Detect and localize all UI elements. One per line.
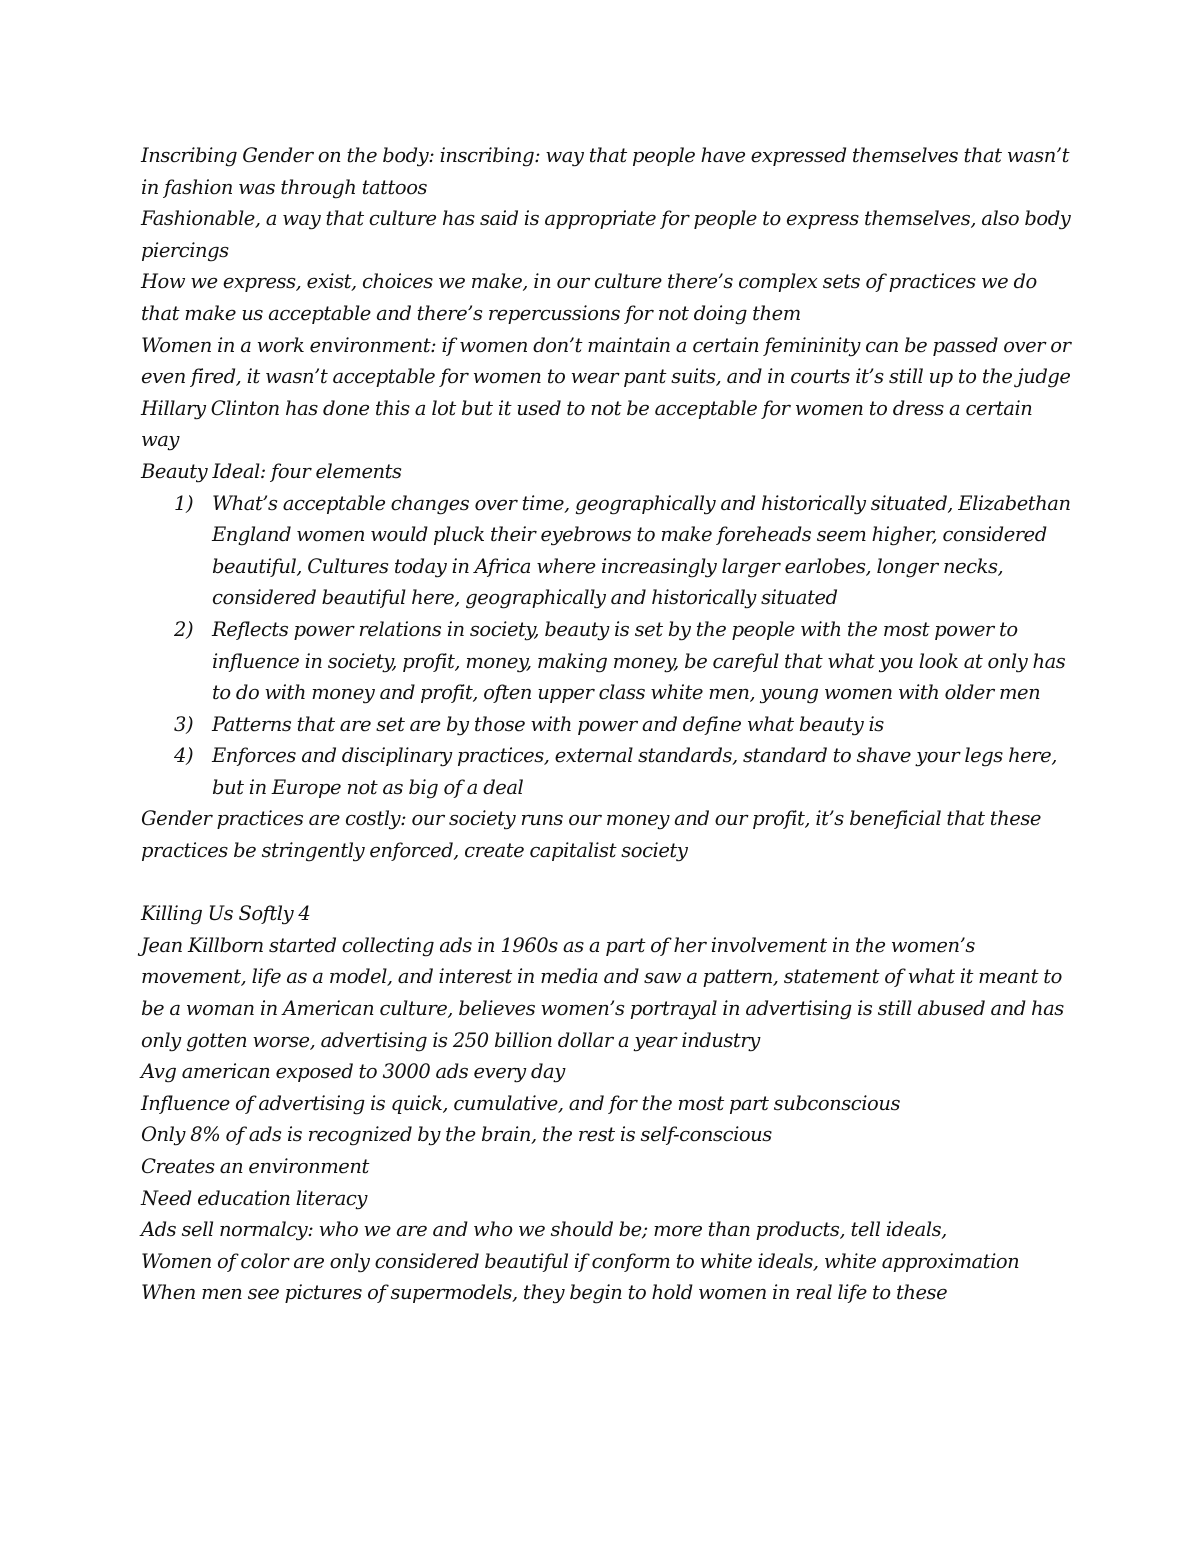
list-item-text: Patterns that are set are by those with power and define what beauty is [212, 712, 884, 736]
paragraph-hillary-clinton: Hillary Clinton has done this a lot but it used to not be acceptable for women to dress a certain way [141, 396, 1033, 452]
list-item-text: Enforces and disciplinary practices, external standards, standard to shave your legs here, but in Europe not as big of a deal [212, 744, 1057, 799]
paragraph-inscribing-gender: Inscribing Gender on the body: inscribing: way that people have expressed themselves that wasn’t in fashion was through tattoos [141, 144, 1069, 199]
list-number: 3) [174, 712, 194, 736]
paragraph-influence-of-advertising: Influence of advertising is quick, cumulative, and for the most part subconscious [141, 1091, 901, 1115]
paragraph-creates-environment: Creates an environment [141, 1155, 369, 1178]
paragraph-ads-exposure: Avg american exposed to 3000 ads every day [141, 1060, 565, 1084]
paragraph-jean-killborn: Jean Killborn started collecting ads in 1960s as a part of her involvement in the women’s movement, life as a model, and interest in media and saw a pattern, statement of what it meant to be a woman in American culture, believes women’s portrayal in advertising is still abused and has only gotten worse, advertising is 250 billion dollar a year industry [141, 933, 1064, 1052]
paragraph-women-work-environment: Women in a work environment: if women don’t maintain a certain femininity can be passed over or even fired, it wasn’t acceptable for women to wear pant suits, and in courts it’s still up to the judge [141, 333, 1071, 389]
list-number: 2) [174, 617, 194, 641]
list-item-text: Reflects power relations in society, beauty is set by the people with the most power to influence in society, profit, money, making money, be careful that what you look at only has to do with money and profit, often upper class white men, young women with older men [212, 617, 1066, 705]
paragraph-fashionable: Fashionable, a way that culture has said is appropriate for people to express themselves, also body piercings [141, 207, 1071, 262]
list-number: 4) [174, 744, 194, 768]
section-heading-killing-us-softly: Killing Us Softly 4 [141, 902, 311, 926]
paragraph-how-we-express: How we express, exist, choices we make, in our culture there’s complex sets of practices we do that make us acceptable and there’s repercussions for not doing them [141, 270, 1037, 325]
list-number: 1) [174, 491, 194, 515]
beauty-ideal-list [141, 488, 1071, 804]
paragraph-gender-practices-costly: Gender practices are costly: our society runs our money and our profit, it’s beneficial that these practices be stringently enforced, create capitalist society [141, 807, 1041, 863]
paragraph-ads-sell-normalcy: Ads sell normalcy: who we are and who we should be; more than products, tell ideals, [141, 1218, 947, 1242]
paragraph-supermodels: When men see pictures of supermodels, they begin to hold women in real life to these [141, 1281, 948, 1305]
list-item [141, 614, 1071, 709]
list-item [141, 740, 1071, 803]
paragraph-beauty-ideal-heading: Beauty Ideal: four elements [141, 459, 402, 483]
paragraph-women-of-color: Women of color are only considered beautiful if conform to white ideals, white approximation [141, 1249, 1020, 1273]
blank-line [141, 867, 1071, 899]
paragraph-education-literacy: Need education literacy [141, 1186, 367, 1210]
paragraph-only-8-percent: Only 8% of ads is recognized by the brain, the rest is self-conscious [141, 1123, 772, 1147]
list-item [141, 488, 1071, 614]
list-item [141, 709, 1071, 741]
list-item-text: What’s acceptable changes over time, geographically and historically situated, Elizabethan England women would pluck their eyebrows to make foreheads seem higher, considered beautiful, Cultures today in Africa where increasingly larger earlobes, longer necks, considered beautiful here, geographically and historically situated [212, 491, 1071, 610]
notes-body [141, 140, 1071, 1309]
